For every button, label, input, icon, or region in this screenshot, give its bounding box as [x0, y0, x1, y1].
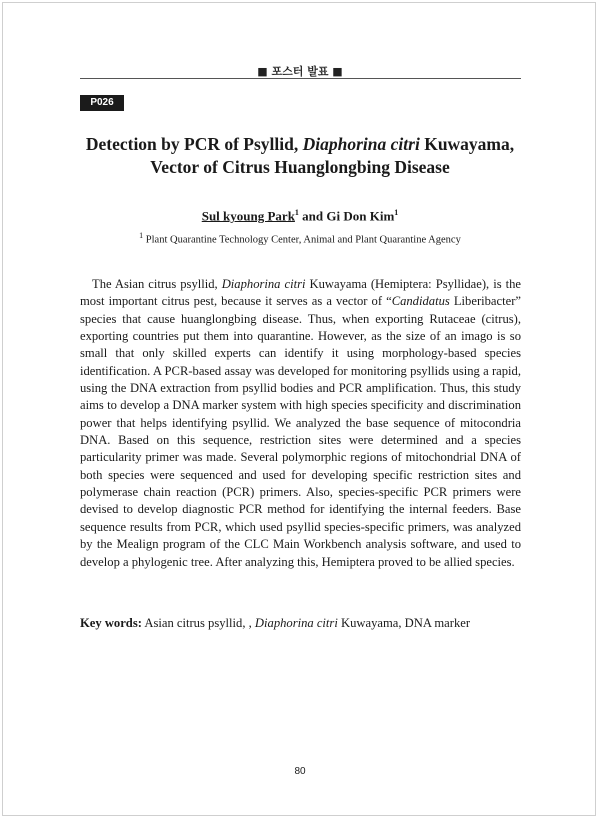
section-header: ■ 포스터 발표 ■: [257, 65, 343, 78]
keywords: [80, 615, 521, 632]
abstract-text: Liberibacter” species that cause huanglongbing disease. Thus, when exporting Rutaceae (citrus), exporting countries put them into quarantine. However, as the size of an imago is so small that only skilled experts can identify it using morphology-based species identification. A PCR-based assay was developed for monitoring psyllids using a rapid, using the DNA extraction from psyllid bodies and PCR amplification. Thus, this study aims to develop a DNA marker system with high species specificity and discrimination power that helps identifying psyllid. We analyzed the base sequence of mitocondria DNA. Based on this sequence, restriction sites were determined and a species particularity primer was made. Several polymorphic regions of mitochondrial DNA of both species were sequenced and used for developing specific restriction sites and polymerase chain reaction (PCR) primers. Also, species-specific PCR primers were devised to develop diagnostic PCR method for identifying the internal feeders. Base sequence results from PCR, which used psyllid species-specific primers, was analyzed by the Mealign program of the CLC Main Workbench analysis software, and used to develop a phylogenic tree. After analyzing this, Hemiptera proved to be allied species.: [80, 294, 521, 569]
abstract-italic-term: Candidatus: [391, 294, 450, 309]
paper-code-badge: P026: [80, 95, 124, 111]
affiliation: [0, 231, 600, 246]
author-list: [0, 208, 600, 224]
affiliation-mark: 1: [139, 231, 144, 240]
header-divider: [80, 78, 521, 79]
abstract-text: The Asian citrus psyllid,: [92, 277, 222, 291]
author-affiliation-mark: 1: [294, 208, 299, 217]
author-affiliation-mark: 1: [394, 208, 399, 217]
affiliation-text: Plant Quarantine Technology Center, Animal and Plant Quarantine Agency: [143, 234, 461, 246]
keywords-species-name: Diaphorina citri: [254, 616, 338, 630]
keywords-text: Asian citrus psyllid, ,: [141, 616, 255, 630]
title-text: Kuwayama,: [419, 134, 515, 154]
paper-title: [70, 133, 530, 179]
co-author: and Gi Don Kim: [298, 208, 395, 224]
abstract-text: Kuwayama (Hemiptera: Psyllidae), is the most important citrus pest, because it serves as a vector of “: [80, 277, 521, 309]
abstract-body: [80, 276, 521, 571]
keywords-label: Key words:: [80, 616, 142, 630]
abstract-species-name: Diaphorina citri: [221, 277, 306, 291]
title-species-name: Diaphorina citri: [302, 134, 420, 154]
presenting-author: Sul kyoung Park: [201, 208, 295, 224]
title-text: Detection by PCR of Psyllid,: [85, 134, 303, 154]
title-text: Vector of Citrus Huanglongbing Disease: [150, 157, 450, 177]
page-number: 80: [294, 766, 306, 777]
keywords-text: Kuwayama, DNA marker: [337, 616, 471, 630]
